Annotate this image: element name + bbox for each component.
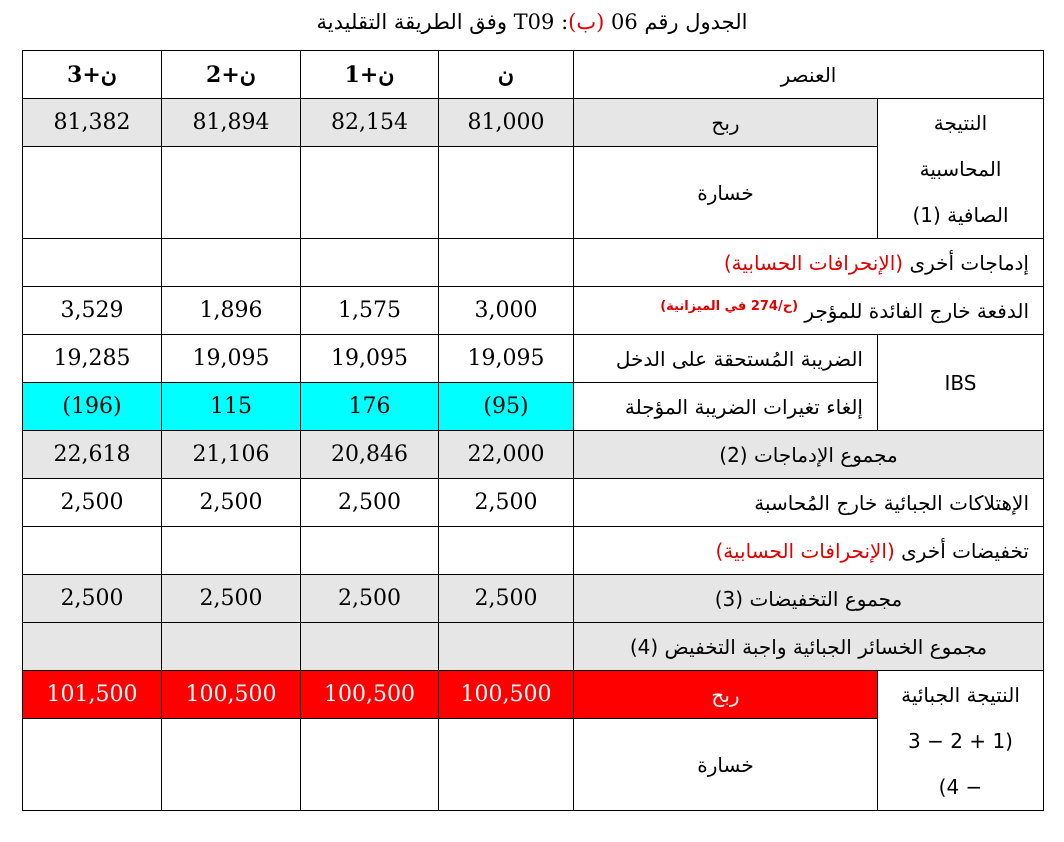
label-line: المحاسبية [919,156,1002,181]
row-label-total-losses: مجموع الخسائر الجبائية واجبة التخفيض (4) [574,623,1044,671]
value-cell: 81,382 [23,99,162,147]
value-cell: 21,106 [162,431,301,479]
table-row [23,623,1044,671]
value-cell: 2,500 [162,479,301,527]
value-cell [23,623,162,671]
label-line: − 4) [938,774,983,799]
title-rest: : T09 وفق الطريقة التقليدية [316,10,569,34]
note-text: (ح/274 في الميزانية) [660,298,799,314]
table-row [23,239,1044,287]
label-line: الصافية (1) [912,202,1009,227]
table-row [23,671,1044,719]
value-cell: 81,000 [439,99,574,147]
value-cell: 100,500 [301,671,439,719]
label-text: تخفيضات أخرى [894,538,1029,563]
value-cell: 3,000 [439,287,574,335]
row-label-total-additions: مجموع الإدماجات (2) [574,431,1044,479]
value-cell: 100,500 [162,671,301,719]
row-label-depreciation: الإهتلاكات الجبائية خارج المُحاسبة [574,479,1044,527]
row-label-fiscal-loss: خسارة [574,719,878,811]
value-cell: 2,500 [162,575,301,623]
label-line: (1 + 2 − 3 [908,728,1013,753]
fiscal-result-table [22,50,1044,811]
row-label-other-deductions [574,527,1044,575]
value-cell [162,719,301,811]
value-cell: 1,575 [301,287,439,335]
table-row [23,431,1044,479]
value-cell [439,147,574,239]
header-row [23,51,1044,99]
value-cell: 1,896 [162,287,301,335]
label-red-text: (الإنحرافات الحسابية) [715,538,895,563]
value-cell: 19,095 [301,335,439,383]
value-cell: 20,846 [301,431,439,479]
value-cell [23,147,162,239]
value-cell: 22,000 [439,431,574,479]
value-cell: 81,894 [162,99,301,147]
value-cell [301,147,439,239]
value-cell [301,527,439,575]
value-cell [439,239,574,287]
label-line: النتيجة الجبائية [901,682,1020,707]
ibs-label: IBS [878,335,1044,431]
value-cell: 100,500 [439,671,574,719]
label-red-text: (الإنحرافات الحسابية) [723,250,904,275]
value-cell: 2,500 [23,479,162,527]
value-cell [301,239,439,287]
value-cell [23,719,162,811]
row-label-other-additions [574,239,1044,287]
value-cell: 2,500 [301,479,439,527]
value-cell [301,623,439,671]
value-cell: 115 [162,383,301,431]
col-header-n: ن [439,51,574,99]
label-text: إدماجات أخرى [903,250,1029,275]
value-cell: 19,095 [439,335,574,383]
title-paren: (ب) [568,10,605,34]
col-header-n3: ن+3 [23,51,162,99]
row-label-loss: خسارة [574,147,878,239]
accounting-result-label [878,99,1044,239]
row-label-tax-due: الضريبة المُستحقة على الدخل [574,335,878,383]
value-cell [439,719,574,811]
value-cell: 2,500 [301,575,439,623]
value-cell [301,719,439,811]
value-cell: 2,500 [439,479,574,527]
table-row [23,335,1044,383]
value-cell: (196) [23,383,162,431]
value-cell [23,527,162,575]
row-label-profit: ربح [574,99,878,147]
value-cell: 101,500 [23,671,162,719]
value-cell: 2,500 [439,575,574,623]
col-header-n2: ن+2 [162,51,301,99]
table-row [23,527,1044,575]
table-row [23,287,1044,335]
row-label-deferred-tax: إلغاء تغيرات الضريبة المؤجلة [574,383,878,431]
label-text: الدفعة خارج الفائدة للمؤجر [804,298,1029,323]
value-cell: 2,500 [23,575,162,623]
value-cell: 19,285 [23,335,162,383]
title-text: الجدول رقم 06 [604,10,748,34]
value-cell [23,239,162,287]
value-cell [162,147,301,239]
value-cell [439,623,574,671]
row-label-fiscal-profit: ربح [574,671,878,719]
value-cell: 82,154 [301,99,439,147]
value-cell: 3,529 [23,287,162,335]
table-row [23,575,1044,623]
row-label-total-deductions: مجموع التخفيضات (3) [574,575,1044,623]
value-cell: 19,095 [162,335,301,383]
table-title [0,10,1064,34]
row-label-interest [574,287,1044,335]
table-row [23,479,1044,527]
label-line: النتيجة [933,110,988,135]
value-cell [439,527,574,575]
table-row [23,99,1044,147]
col-header-n1: ن+1 [301,51,439,99]
value-cell [162,623,301,671]
value-cell: (95) [439,383,574,431]
value-cell: 176 [301,383,439,431]
col-header-item: العنصر [574,51,1044,99]
value-cell [162,527,301,575]
value-cell [162,239,301,287]
value-cell: 22,618 [23,431,162,479]
fiscal-result-label [878,671,1044,811]
